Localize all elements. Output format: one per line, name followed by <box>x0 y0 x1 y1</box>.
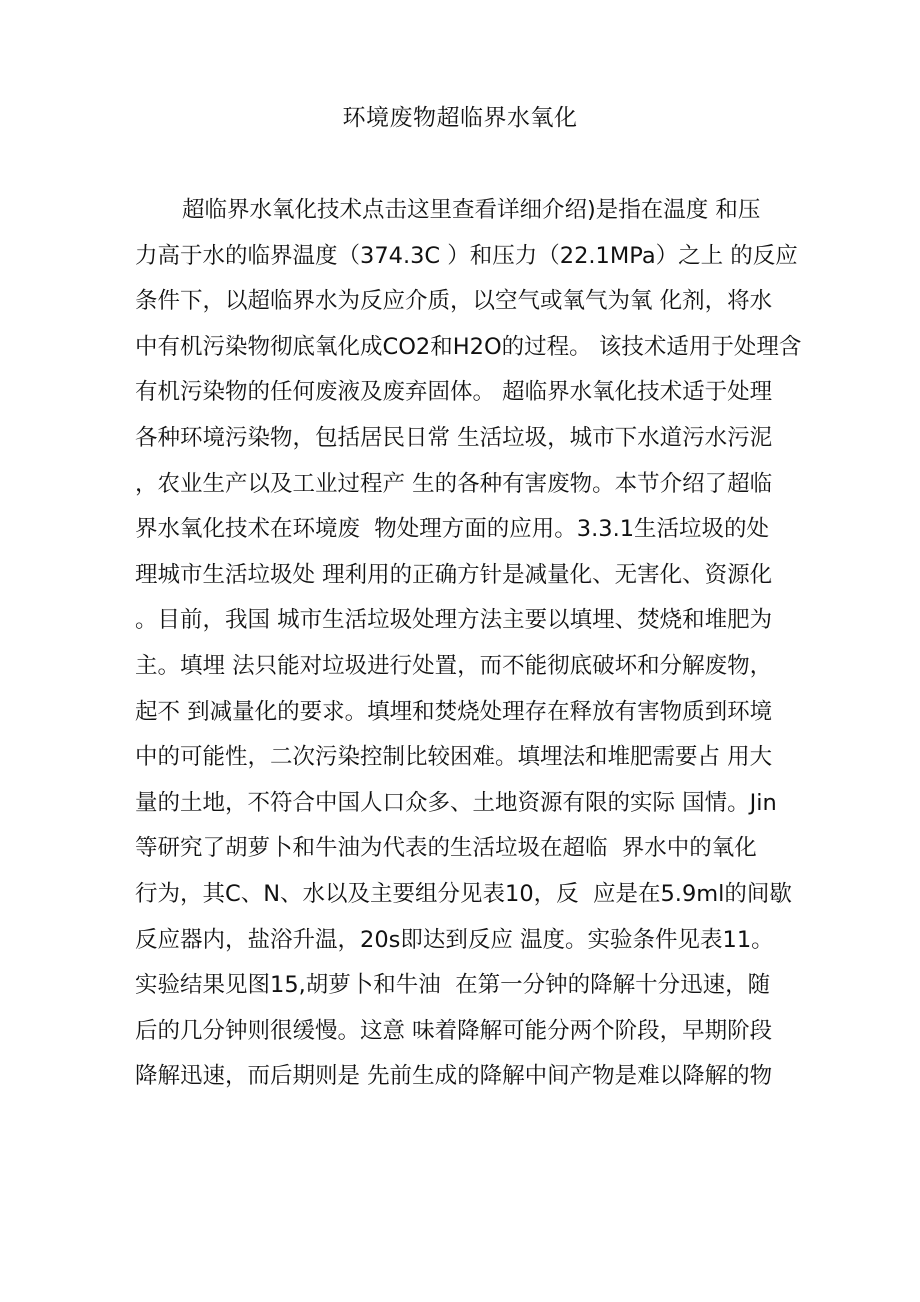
text-line: 理城市生活垃圾处 理利用的正确方针是减量化、无害化、资源化 <box>135 561 773 588</box>
text-line: 。目前，我国 城市生活垃圾处理方法主要以填埋、焚烧和堆肥为 <box>135 607 773 634</box>
text-line: 起不 到减量化的要求。填埋和焚烧处理存在释放有害物质到环境 <box>135 698 773 725</box>
text-line: 各种环境污染物，包括居民日常 生活垃圾，城市下水道污水污泥 <box>135 424 773 451</box>
text-line: 行为，其C、N、水以及主要组分见表10，反 应是在5.9ml的间歇 <box>135 880 792 907</box>
text-line: 中有机污染物彻底氧化成CO2和H2O的过程。 该技术适用于处理含 <box>135 333 802 360</box>
text-line: 力高于水的临界温度（374.3C ）和压力（22.1MPa）之上 的反应 <box>135 242 798 269</box>
text-line: ，农业生产以及工业过程产 生的各种有害废物。本节介绍了超临 <box>135 470 773 497</box>
text-line: 界水氧化技术在环境废 物处理方面的应用。3.3.1生活垃圾的处 <box>135 516 770 543</box>
text-line: 主。填埋 法只能对垃圾进行处置，而不能彻底破坏和分解废物， <box>135 652 773 679</box>
document-body <box>135 188 825 1100</box>
text-line: 条件下，以超临界水为反应介质，以空气或氧气为氧 化剂，将水 <box>135 288 773 315</box>
text-line: 中的可能性，二次污染控制比较困难。填埋法和堆肥需要占 用大 <box>135 744 773 771</box>
text-line: 反应器内，盐浴升温，20s即达到反应 温度。实验条件见表11。 <box>135 926 774 953</box>
text-line: 等研究了胡萝卜和牛油为代表的生活垃圾在超临 界水中的氧化 <box>135 835 757 862</box>
text-line: 后的几分钟则很缓慢。这意 味着降解可能分两个阶段，早期阶段 <box>135 1017 773 1044</box>
text-line: 超临界水氧化技术点击这里查看详细介绍)是指在温度 和压 <box>182 197 761 223</box>
text-line: 量的土地，不符合中国人口众多、土地资源有限的实际 国情。Jin <box>135 789 777 816</box>
text-line: 实验结果见图15,胡萝卜和牛油 在第一分钟的降解十分迅速，随 <box>135 972 771 999</box>
document-title: 环境废物超临界水氧化 <box>342 105 578 131</box>
text-line: 降解迅速，而后期则是 先前生成的降解中间产物是难以降解的物 <box>135 1063 773 1090</box>
text-line: 有机污染物的任何废液及废弃固体。 超临界水氧化技术适于处理 <box>135 379 773 406</box>
